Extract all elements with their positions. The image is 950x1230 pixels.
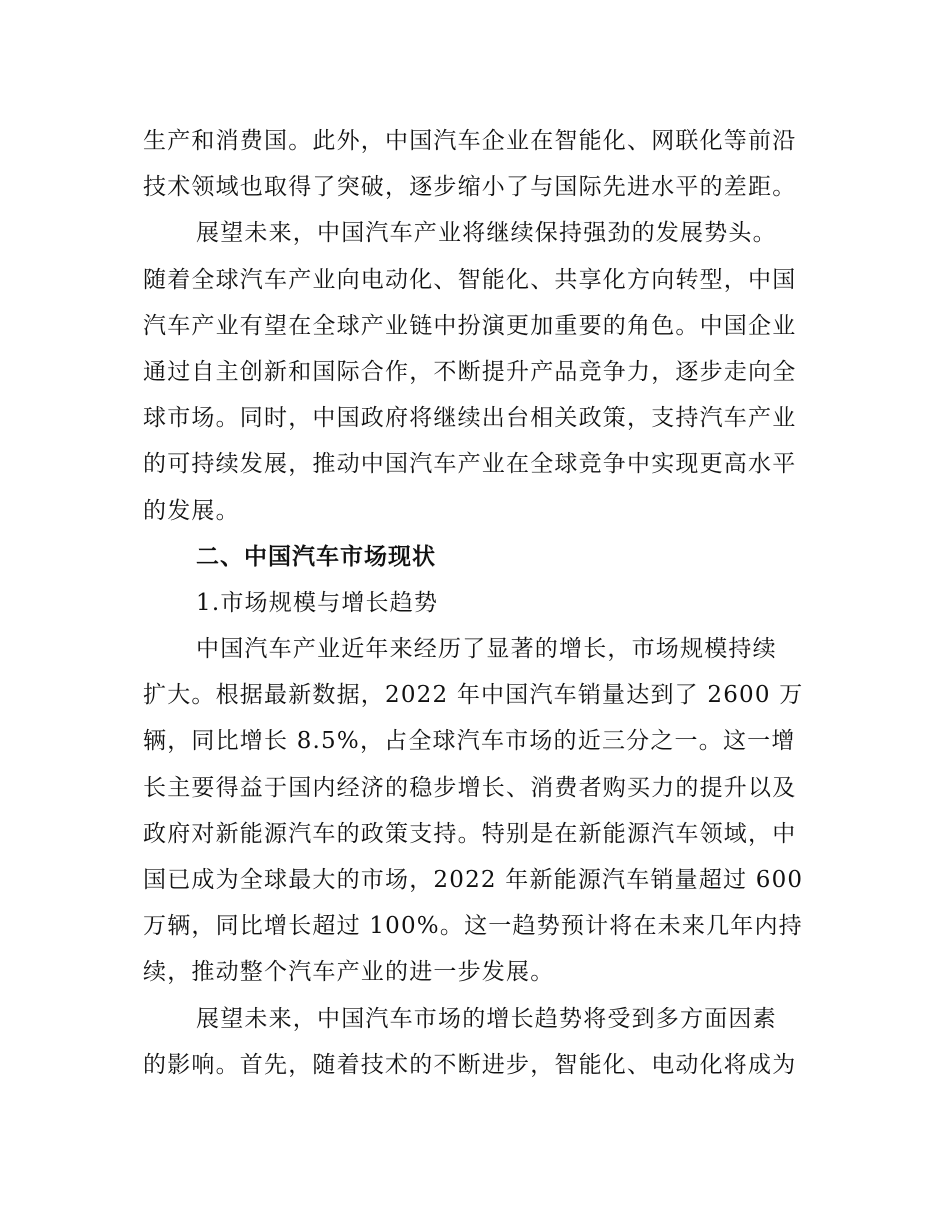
text-line: 的影响。首先，随着技术的不断进步，智能化、电动化将成为 (143, 1051, 797, 1078)
text-line: 国已成为全球最大的市场，2022 年新能源汽车销量超过 600 (143, 867, 804, 893)
text-line: 生产和消费国。此外，中国汽车企业在智能化、网联化等前沿 (143, 128, 797, 154)
text-line: 通过自主创新和国际合作，不断提升产品竞争力，逐步走向全 (143, 358, 797, 385)
text-line: 的可持续发展，推动中国汽车产业在全球竞争中实现更高水平 (143, 451, 797, 478)
text-line: 长主要得益于国内经济的稳步增长、消费者购买力的提升以及 (143, 774, 797, 801)
text-line: 随着全球汽车产业向电动化、智能化、共享化方向转型，中国 (143, 266, 797, 293)
section-heading: 二、中国汽车市场现状 (196, 543, 436, 570)
subsection-heading: 1.市场规模与增长趋势 (196, 589, 439, 616)
paragraph-4 (143, 996, 811, 1088)
text-line: 扩大。根据最新数据，2022 年中国汽车销量达到了 2600 万 (143, 682, 804, 709)
text-line: 政府对新能源汽车的政策支持。特别是在新能源汽车领域，中 (143, 820, 797, 847)
text-line: 技术领域也取得了突破，逐步缩小了与国际先进水平的差距。 (143, 174, 797, 201)
text-line: 汽车产业有望在全球产业链中扮演更加重要的角色。中国企业 (143, 312, 797, 339)
text-line: 辆，同比增长 8.5%，占全球汽车市场的近三分之一。这一增 (143, 728, 796, 755)
paragraph-1 (143, 118, 811, 210)
text-line: 中国汽车产业近年来经历了显著的增长，市场规模持续 (196, 636, 777, 663)
text-line: 万辆，同比增长超过 100%。这一趋势预计将在未来几年内持 (143, 913, 803, 940)
text-line: 的发展。 (143, 497, 240, 524)
paragraph-3 (143, 626, 811, 996)
text-line: 续，推动整个汽车产业的进一步发展。 (143, 959, 555, 986)
text-line: 展望未来，中国汽车产业将继续保持强劲的发展势头。 (196, 220, 777, 247)
paragraph-2 (143, 210, 811, 533)
text-line: 球市场。同时，中国政府将继续出台相关政策，支持汽车产业 (143, 405, 797, 432)
text-line: 展望未来，中国汽车市场的增长趋势将受到多方面因素 (196, 1005, 777, 1032)
document-body (143, 118, 811, 1088)
